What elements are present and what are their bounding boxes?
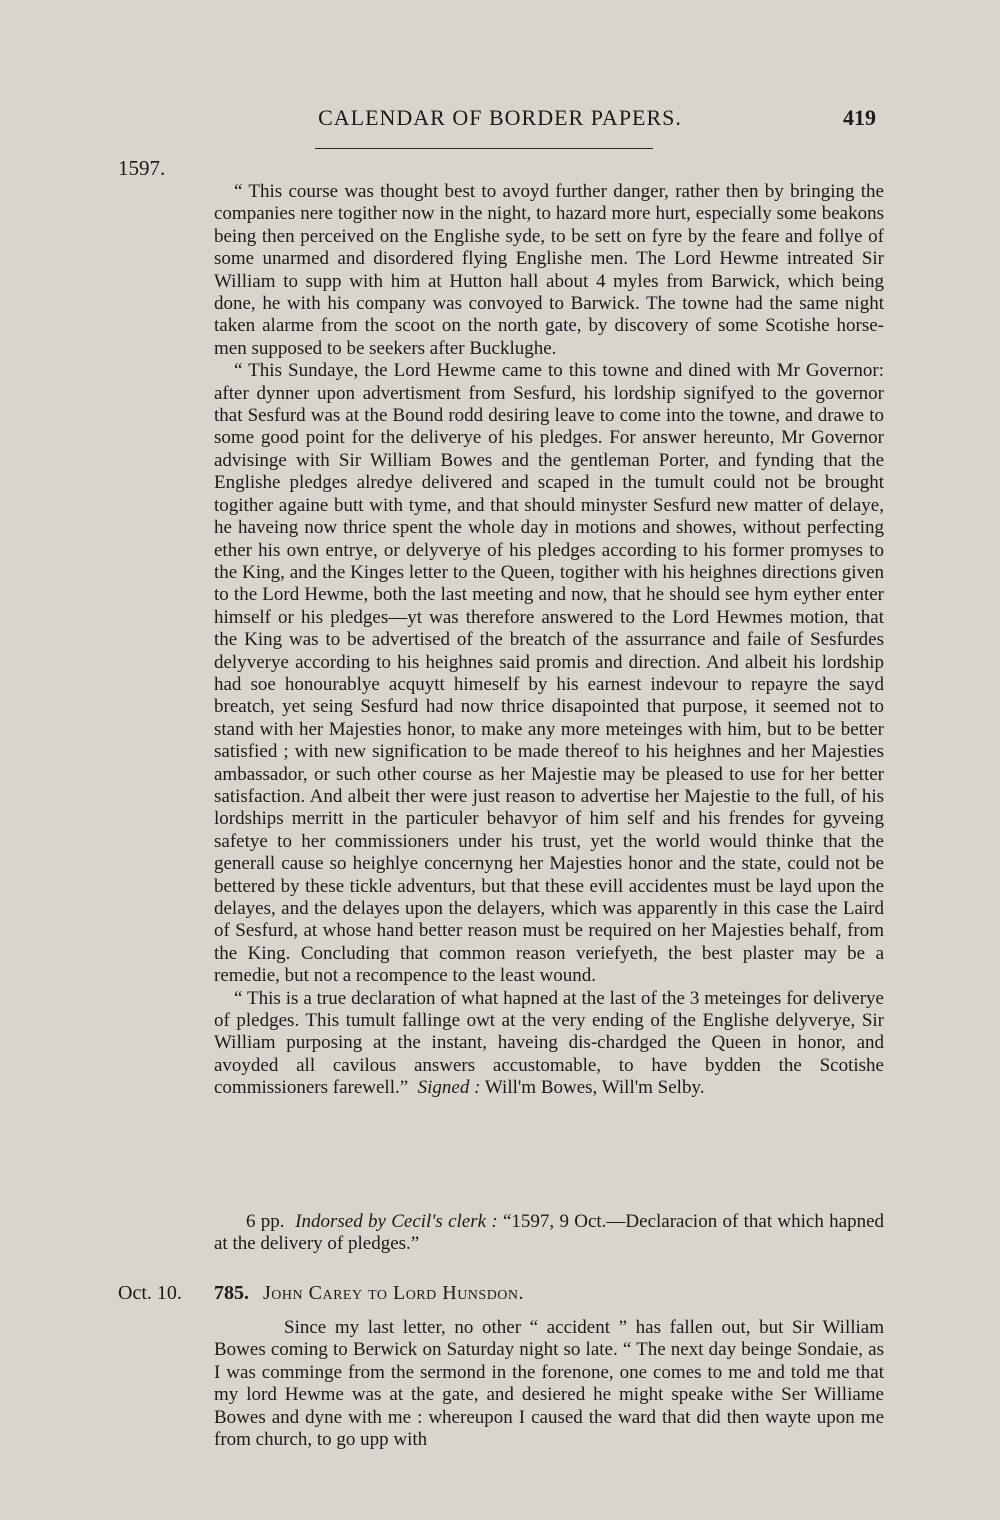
signed-label: Signed : xyxy=(417,1077,481,1099)
endorsement xyxy=(214,1211,884,1256)
entry-number: 785. xyxy=(214,1282,249,1304)
paragraph-2: “ This Sundaye, the Lord Hewme came to this towne and dined with Mr Governor: after dynner upon advertisment from Sesfurd, his lordship signifyed to the governor that Sesfurd was at the Bound rodd desiring leave to come into the towne, and drawe to some good point for the deliverye of his pledges. For answer hereunto, Mr Governor advisinge with Sir William Bowes and the gentleman Porter, and fynding that the Englishe pledges alredye delivered and scaped in the tumult could not be brought togither againe butt with tyme, and that should minyster Sesfurd new matter of delaye, he haveing now thrice spent the whole day in motions and showes, without perfecting ether his own entrye, or delyverye of his pledges according to his former promyses to the King, and the Kinges letter to the Queen, togither with his heighnes directions given to the Lord Hewme, both the last meeting and now, that he should see hym eyther enter himself or his pledges—yt was therefore answered to the Lord Hewmes motion, that the King was to be advertised of the breatch of the assurrance and faile of Sesfurdes delyverye according to his heighnes said promis and direction. And albeit his lordship had soe honourablye acquytt himeself by his earnest indevour to repayre the sayd breatch, yet seing Sesfurd had now thrice disapointed that purpose, it seemed not to stand with her Majesties honor, to make any more meteinges with him, but to be better satisfied ; with new signification to be made thereof to his heighnes and her Majesties ambassador, or such other course as her Majestie may be pleased to use for her better satisfaction. And albeit ther were just reason to advertise her Majestie to the full, of his lordships merritt in the particuler behavyor of him self and his frendes for gyveing safetye to her commissioners under his trust, yet the world would thinke that the generall cause so heighlye concernyng her Majesties honor and the state, could not be bettered by these tickle adventurs, but that these evill accidentes must be layd upon the delayes, and the delayes upon the delayers, which was apparently in this case the Laird of Sesfurd, at whose hand better reason must be required on her Majesties behalf, from the King. Concluding that common reason veriefyeth, the best plaster may be a remedie, but not a recompence to the least wound. xyxy=(214,360,884,987)
paragraph-3-text: “ This is a true declaration of what hapned at the last of the 3 meteinges for deliverye of pledges. This tumult fallinge owt at the very ending of the Englishe delyverye, Sir William purposing at the instant, haveing dis-chardged the Queen in honor, and avoyded all cavilous answers accustomable, to have bydden the Scotishe commissioners farewell.” xyxy=(214,987,884,1099)
entry-heading xyxy=(214,1282,524,1305)
page-number: 419 xyxy=(843,105,876,130)
declaration-text xyxy=(214,181,884,1100)
paragraph-3 xyxy=(214,988,884,1100)
entry-date: Oct. 10. xyxy=(118,1282,182,1304)
letter-text xyxy=(214,1317,884,1451)
running-title: CALENDAR OF BORDER PAPERS. xyxy=(318,105,682,130)
margin-year: 1597. xyxy=(118,156,166,180)
endorsement-text: “1597, 9 Oct.—Declaracion of that which hapned at the delivery of pledges.” xyxy=(214,1211,884,1255)
entry-title: John Carey to Lord Hunsdon. xyxy=(263,1282,525,1304)
paragraph-1: “ This course was thought best to avoyd further danger, rather then by bringing the companies nere togither now in the night, to hazard more hurt, especially some beakons being then perceived on the Englishe syde, to be sett on fyre by the feare and follye of some unarmed and disordered flying Englishe men. The Lord Hewme intreated Sir William to supp with him at Hutton hall about 4 myles from Barwick, which being done, he with his company was convoyed to Barwick. The towne had the same night taken alarme from the scoot on the north gate, by discovery of some Scotishe horse-men supposed to be seekers after Bucklughe. xyxy=(214,181,884,359)
indorsed-label: Indorsed by Cecil's clerk : xyxy=(295,1211,498,1232)
letter-paragraph: Since my last letter, no other “ accident ” has fallen out, but Sir William Bowes coming to Berwick on Saturday night so late. “ The next day beinge Sondaie, as I was comminge from the sermond in the forenone, one comes to me and told me that my lord Hewme was at the gate, and desiered he might speake withe Ser Williame Bowes and dyne with me : whereupon I caused the ward that did then wayte upon me from church, to go upp with xyxy=(214,1317,884,1451)
page-count: 6 pp. xyxy=(246,1211,285,1232)
header-rule xyxy=(315,148,653,149)
running-header xyxy=(0,105,1000,135)
endorsement-line xyxy=(214,1211,884,1256)
signers: Will'm Bowes, Will'm Selby. xyxy=(484,1077,705,1099)
